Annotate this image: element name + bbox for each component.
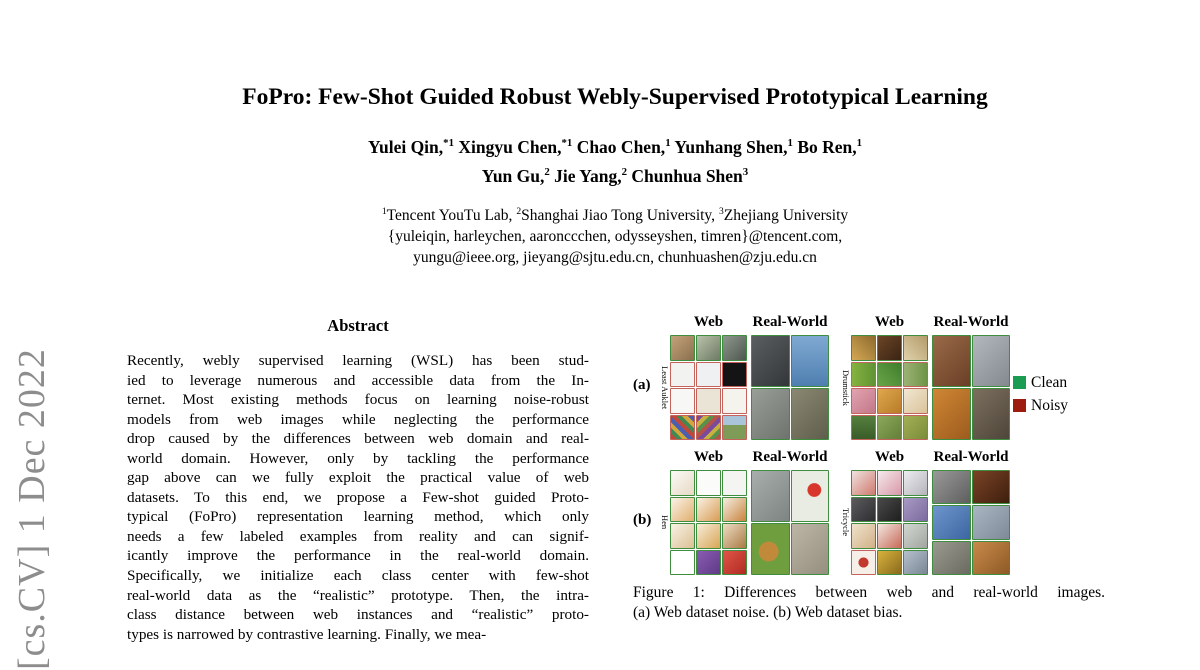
web-grid — [670, 335, 747, 440]
affiliation-name: Shanghai Jiao Tong University, — [521, 206, 719, 224]
real-world-thumb-clean — [932, 470, 971, 504]
real-world-grid — [751, 470, 829, 575]
author-superscript: 1 — [856, 137, 863, 149]
figure-caption — [633, 583, 1105, 622]
web-grid — [851, 470, 928, 575]
web-thumb-noisy — [851, 415, 876, 441]
legend-label: Clean — [1031, 373, 1068, 391]
abstract-line: datasets. To this end, we propose a Few-shot guided Proto- — [127, 488, 589, 506]
web-column-header: Web — [874, 314, 905, 330]
legend-item-noisy — [1013, 394, 1068, 417]
abstract-line: types is narrowed by contrastive learning. Finally, we mea- — [127, 625, 487, 643]
figure-caption-line: (a) Web dataset noise. (b) Web dataset bias. — [633, 603, 903, 621]
abstract-heading: Abstract — [327, 316, 389, 335]
author-superscript: *1 — [561, 137, 573, 149]
affiliation-superscript: 2 — [516, 205, 522, 217]
affiliation-superscript: 3 — [718, 205, 724, 217]
web-thumb-noisy — [722, 415, 747, 441]
web-thumb-clean — [722, 470, 747, 496]
figure-caption-line: Figure 1: Differences between web and real-world images. — [633, 584, 1105, 601]
real-world-column-header: Real-World — [752, 314, 828, 330]
abstract-line: real-world data as the “realistic” prototype. Then, the intra- — [127, 586, 589, 604]
real-world-thumb-clean — [932, 541, 971, 575]
web-thumb-clean — [877, 550, 902, 576]
real-world-thumb-clean — [751, 470, 790, 522]
arxiv-stamp: [cs.CV] 1 Dec 2022 — [11, 348, 53, 670]
author-name: Bo Ren, — [792, 136, 857, 157]
figure-1 — [633, 313, 1111, 622]
web-thumb-noisy — [722, 388, 747, 414]
web-thumb-noisy — [903, 388, 928, 414]
class-label: Drumstick — [841, 369, 851, 406]
author-name: Yun Gu, — [481, 165, 545, 186]
real-world-thumb-clean — [751, 335, 790, 387]
web-thumb-noisy — [696, 415, 721, 441]
email-block — [15, 226, 1200, 268]
web-thumb-noisy — [670, 362, 695, 388]
web-thumb-clean — [670, 335, 695, 361]
web-thumb-clean — [696, 497, 721, 523]
author-superscript: *1 — [443, 137, 454, 149]
abstract-line: drop caused by the differences between web domain and real- — [127, 430, 589, 448]
web-thumb-clean — [670, 497, 695, 523]
web-thumb-noisy — [696, 362, 721, 388]
web-thumb-clean — [722, 497, 747, 523]
web-thumb-clean — [696, 550, 721, 576]
real-world-thumb-clean — [972, 388, 1011, 440]
affiliations — [15, 201, 1200, 226]
web-grid — [851, 335, 928, 440]
class-group-drumstick — [838, 313, 1010, 440]
author-lines — [15, 131, 1200, 189]
real-world-thumb-clean — [972, 470, 1011, 504]
web-thumb-noisy — [696, 388, 721, 414]
web-thumb-clean — [903, 523, 928, 549]
web-thumb-clean — [722, 335, 747, 361]
author-superscript: 3 — [742, 165, 749, 178]
paper-header — [15, 84, 1200, 268]
figure-legend — [1013, 371, 1068, 417]
author-superscript: 2 — [621, 165, 628, 178]
web-column-header: Web — [693, 314, 724, 330]
abstract-line: gap above can we fully exploit the practical value of web — [127, 469, 589, 487]
web-thumb-clean — [851, 497, 876, 523]
class-group-least-auklet — [657, 313, 829, 440]
web-grid — [670, 470, 747, 575]
real-world-thumb-clean — [791, 523, 830, 575]
web-thumb-noisy — [851, 362, 876, 388]
real-world-grid — [932, 470, 1010, 575]
web-thumb-clean — [903, 550, 928, 576]
author-name: Chunhua Shen — [627, 165, 743, 186]
abstract-line: icantly improve the performance in the real-world domain. — [127, 547, 589, 565]
class-group-tricycle — [838, 448, 1010, 575]
web-thumb-clean — [696, 470, 721, 496]
real-world-column-header: Real-World — [933, 314, 1009, 330]
author-name: Yunhang Shen, — [670, 136, 788, 157]
author-line — [15, 160, 1200, 189]
legend-swatch — [1013, 376, 1026, 389]
abstract-line: Recently, webly supervised learning (WSL) has been stud- — [127, 352, 589, 369]
web-thumb-clean — [877, 523, 902, 549]
web-thumb-noisy — [877, 362, 902, 388]
figure-panel-b — [633, 448, 1111, 575]
web-thumb-clean — [851, 523, 876, 549]
web-thumb-noisy — [903, 415, 928, 441]
web-column-header: Web — [874, 449, 905, 465]
web-thumb-clean — [696, 335, 721, 361]
real-world-thumb-clean — [791, 388, 830, 440]
web-thumb-clean — [877, 497, 902, 523]
web-thumb-noisy — [877, 415, 902, 441]
web-thumb-clean — [670, 550, 695, 576]
author-superscript: 2 — [544, 165, 550, 178]
web-thumb-clean — [851, 470, 876, 496]
abstract-line: ied to leverage numerous and accessible data from the In- — [127, 371, 589, 389]
web-thumb-clean — [722, 523, 747, 549]
author-name: Xingyu Chen, — [454, 136, 562, 157]
real-world-thumb-clean — [932, 335, 971, 387]
web-thumb-noisy — [722, 362, 747, 388]
real-world-column-header: Real-World — [933, 449, 1009, 465]
author-name: Jie Yang, — [549, 165, 622, 186]
paper-title: FoPro: Few-Shot Guided Robust Webly-Supervised Prototypical Learning — [242, 84, 988, 110]
web-thumb-clean — [670, 470, 695, 496]
affiliation-name: Tencent YouTu Lab, — [386, 206, 517, 224]
web-thumb-noisy — [670, 388, 695, 414]
real-world-thumb-clean — [791, 470, 830, 522]
real-world-grid — [751, 335, 829, 440]
real-world-thumb-clean — [972, 541, 1011, 575]
author-superscript: 1 — [665, 137, 671, 149]
email-line: yungu@ieee.org, jieyang@sjtu.edu.cn, chunhuashen@zju.edu.cn — [413, 248, 817, 266]
real-world-thumb-clean — [751, 523, 790, 575]
author-superscript: 1 — [787, 137, 793, 149]
author-name: Chao Chen, — [572, 136, 666, 157]
web-thumb-clean — [670, 523, 695, 549]
panel-label: (a) — [633, 377, 651, 393]
real-world-thumb-clean — [972, 335, 1011, 387]
abstract-line: ternet. Most existing methods focus on learning noise-robust — [127, 391, 589, 409]
abstract-section — [127, 316, 589, 644]
legend-swatch — [1013, 399, 1026, 412]
legend-item-clean — [1013, 371, 1068, 394]
web-thumb-clean — [877, 470, 902, 496]
web-thumb-noisy — [851, 388, 876, 414]
real-world-thumb-clean — [751, 388, 790, 440]
class-label: Tricycle — [841, 508, 851, 537]
web-thumb-clean — [903, 470, 928, 496]
web-thumb-noisy — [877, 388, 902, 414]
author-name: Yulei Qin, — [367, 136, 444, 157]
figure-panels — [633, 313, 1111, 575]
web-column-header: Web — [693, 449, 724, 465]
abstract-line: typical (FoPro) representation learning method, which only — [127, 508, 589, 526]
class-label: Hen — [660, 515, 670, 530]
abstract-line: class distance between web instances and “realistic” proto- — [127, 606, 589, 624]
real-world-column-header: Real-World — [752, 449, 828, 465]
real-world-thumb-clean — [972, 505, 1011, 539]
abstract-line: world domain. However, only by tackling the performance — [127, 449, 589, 467]
real-world-thumb-clean — [932, 505, 971, 539]
web-thumb-clean — [696, 523, 721, 549]
web-thumb-clean — [877, 335, 902, 361]
affiliation-superscript: 1 — [381, 205, 387, 217]
web-thumb-clean — [722, 550, 747, 576]
web-thumb-noisy — [851, 550, 876, 576]
email-line: {yuleiqin, harleychen, aaronccchen, odysseyshen, timren}@tencent.com, — [387, 227, 843, 245]
abstract-line: needs a few labeled examples from reality and can signif- — [127, 527, 589, 545]
web-thumb-clean — [903, 497, 928, 523]
legend-label: Noisy — [1031, 396, 1069, 414]
abstract-line: Specifically, we initialize each class center with few-shot — [127, 567, 589, 585]
web-thumb-clean — [851, 335, 876, 361]
real-world-thumb-clean — [932, 388, 971, 440]
web-thumb-noisy — [670, 415, 695, 441]
abstract-body — [127, 351, 589, 644]
real-world-grid — [932, 335, 1010, 440]
author-line — [15, 131, 1200, 160]
web-thumb-clean — [903, 335, 928, 361]
affiliation-name: Zhejiang University — [723, 206, 849, 224]
web-thumb-noisy — [903, 362, 928, 388]
abstract-line: models from web images while neglecting the performance — [127, 410, 589, 428]
real-world-thumb-clean — [791, 335, 830, 387]
panel-label: (b) — [633, 512, 652, 528]
class-label: Least Auklet — [660, 365, 670, 410]
class-group-hen — [657, 448, 829, 575]
